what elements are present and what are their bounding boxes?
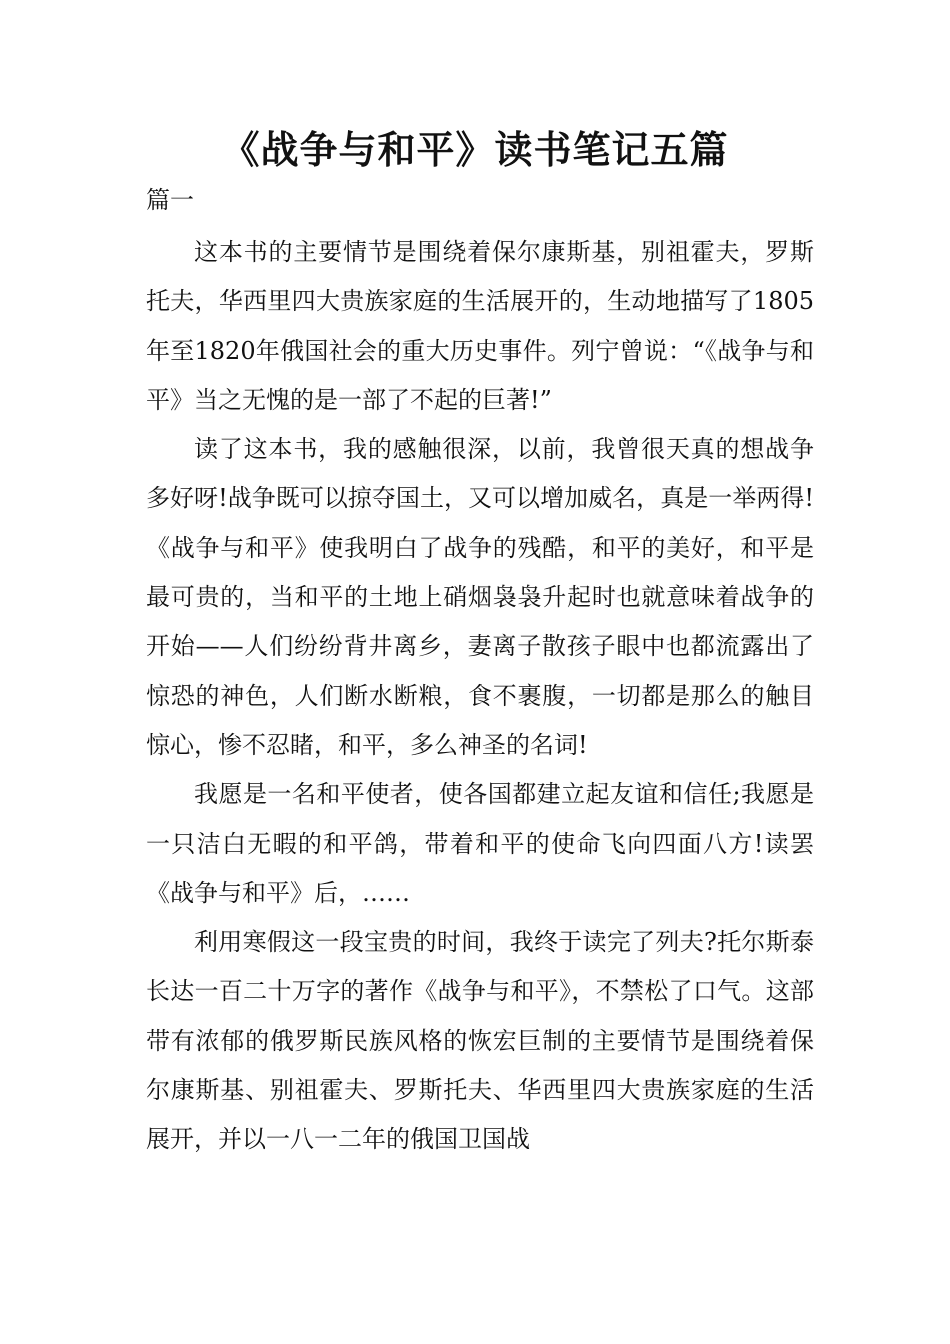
- document-title: 《战争与和平》读书笔记五篇: [221, 128, 729, 172]
- paragraph: 这本书的主要情节是围绕着保尔康斯基，别祖霍夫，罗斯托夫，华西里四大贵族家庭的生活展开的，生动地描写了1805年至1820年俄国社会的重大历史事件。列宁曾说：“《战争与和平》当之无愧的是一部了不起的巨著!”: [146, 238, 814, 414]
- paragraph: 我愿是一名和平使者，使各国都建立起友谊和信任;我愿是一只洁白无暇的和平鸽，带着和平的使命飞向四面八方!读罢《战争与和平》后，……: [146, 780, 814, 907]
- section-label: 篇一: [146, 186, 194, 214]
- paragraph: 读了这本书，我的感触很深，以前，我曾很天真的想战争多好呀!战争既可以掠夺国土，又可以增加威名，真是一举两得!《战争与和平》使我明白了战争的残酷，和平的美好，和平是最可贵的，当和平的土地上硝烟袅袅升起时也就意味着战争的开始——人们纷纷背井离乡，妻离子散孩子眼中也都流露出了惊恐的神色，人们断水断粮，食不裹腹，一切都是那么的触目惊心，惨不忍睹，和平，多么神圣的名词!: [146, 435, 814, 759]
- paragraph: 利用寒假这一段宝贵的时间，我终于读完了列夫?托尔斯泰长达一百二十万字的著作《战争与和平》，不禁松了口气。这部带有浓郁的俄罗斯民族风格的恢宏巨制的主要情节是围绕着保尔康斯基、别祖霍夫、罗斯托夫、华西里四大贵族家庭的生活展开，并以一八一二年的俄国卫国战: [146, 928, 814, 1154]
- document-body: [146, 228, 814, 1165]
